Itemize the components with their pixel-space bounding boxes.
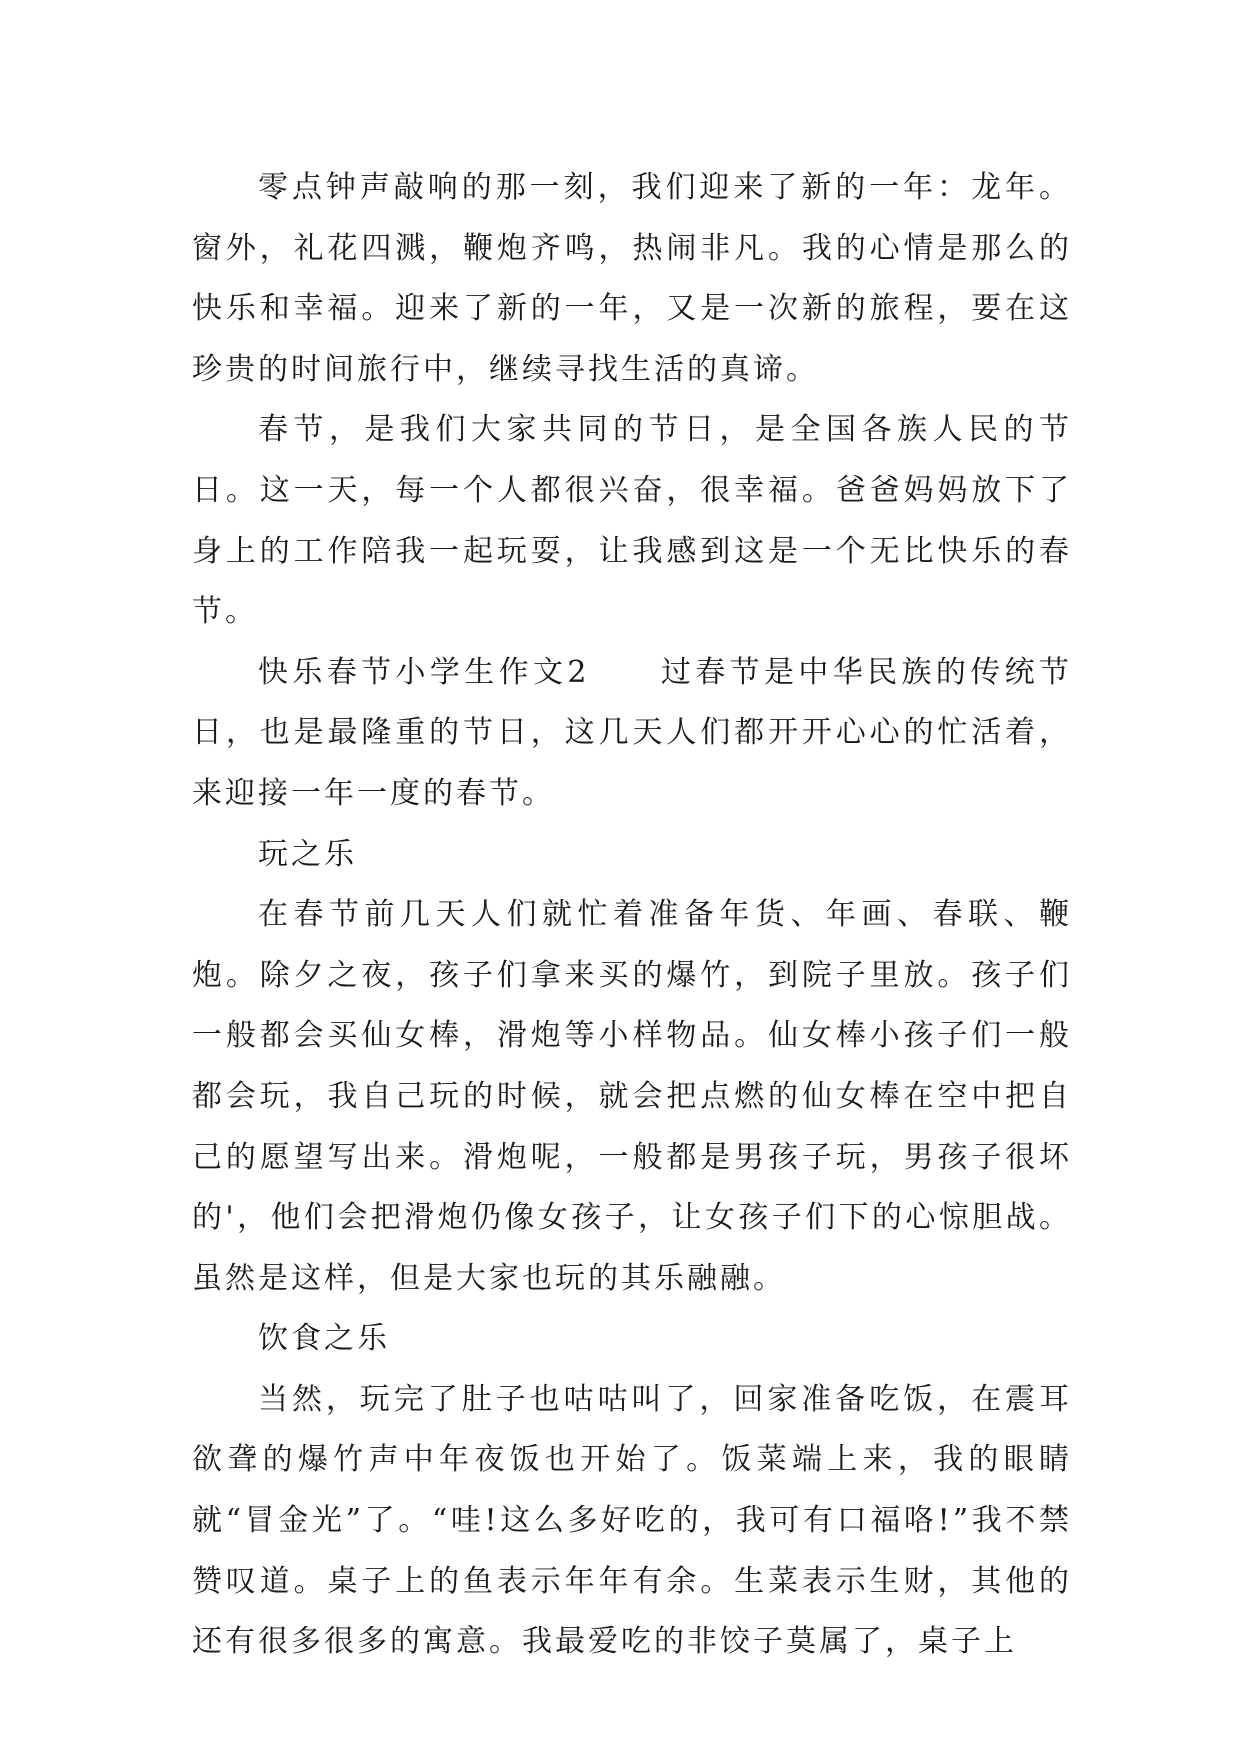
section-heading-play: 玩之乐 <box>258 836 357 872</box>
document-body <box>192 158 1072 1673</box>
paragraph-4: 在春节前几天人们就忙着准备年货、年画、春联、鞭炮。除夕之夜，孩子们拿来买的爆竹，到院子里放。孩子们一般都会买仙女棒，滑炮等小样物品。仙女棒小孩子们一般都会玩，我自己玩的时候，就会把点燃的仙女棒在空中把自己的愿望写出来。滑炮呢，一般都是男孩子玩，男孩子很坏的'，他们会把滑炮仍像女孩子，让女孩子们下的心惊胆战。虽然是这样，但是大家也玩的其乐融融。 <box>192 897 1072 1296</box>
paragraph-3 <box>192 643 1072 825</box>
section-heading-food: 饮食之乐 <box>258 1321 390 1357</box>
essay-title: 快乐春节小学生作文2 <box>258 654 590 690</box>
paragraph-5: 当然，玩完了肚子也咕咕叫了，回家准备吃饭，在震耳欲聋的爆竹声中年夜饭也开始了。饭菜端上来，我的眼睛就“冒金光”了。“哇!这么多好吃的，我可有口福咯!”我不禁赞叹道。桌子上的鱼表示年年有余。生菜表示生财，其他的还有很多很多的寓意。我最爱吃的非饺子莫属了，桌子上 <box>192 1381 1072 1660</box>
paragraph-3-text: 过春节是中华民族的传统节日，也是最隆重的节日，这几天人们都开开心心的忙活着，来迎接一年一度的春节。 <box>192 654 1073 811</box>
paragraph-1: 零点钟声敲响的那一刻，我们迎来了新的一年：龙年。窗外，礼花四溅，鞭炮齐鸣，热闹非凡。我的心情是那么的快乐和幸福。迎来了新的一年，又是一次新的旅程，要在这珍贵的时间旅行中，继续寻找生活的真谛。 <box>192 170 1072 387</box>
paragraph-2: 春节，是我们大家共同的节日，是全国各族人民的节日。这一天，每一个人都很兴奋，很幸福。爸爸妈妈放下了身上的工作陪我一起玩耍，让我感到这是一个无比快乐的春节。 <box>192 412 1072 630</box>
